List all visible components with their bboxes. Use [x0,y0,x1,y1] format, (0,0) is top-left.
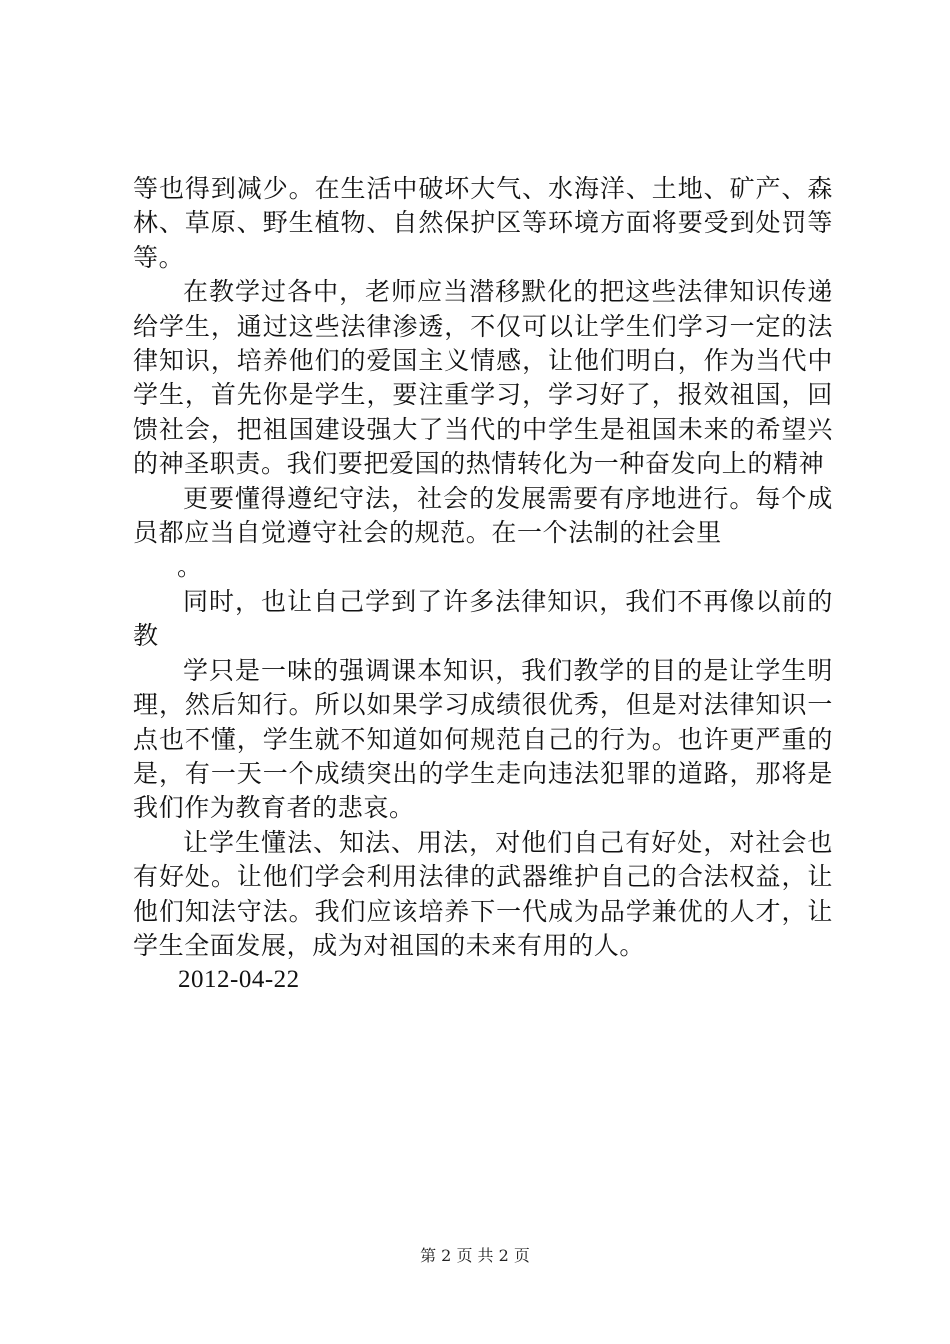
document-body [133,172,833,998]
paragraph-teaching: 在教学过各中，老师应当潜移默化的把这些法律知识传递给学生，通过这些法律渗透，不仅可以让学生们学习一定的法律知识，培养他们的爱国主义情感，让他们明白，作为当代中学生，首先你是学生，要注重学习，学习好了，报效祖国，回馈社会，把祖国建设强大了当代的中学生是祖国未来的希望兴的神圣职责。我们要把爱国的热情转化为一种奋发向上的精神 [133,277,833,479]
paragraph-continuation: 等也得到减少。在生活中破坏大气、水海洋、土地、矿产、森林、草原、野生植物、自然保护区等环境方面将要受到处罚等等。 [133,174,833,272]
paragraph-conclusion: 让学生懂法、知法、用法，对他们自己有好处，对社会也有好处。让他们学会利用法律的武器维护自己的合法权益，让他们知法守法。我们应该培养下一代成为品学兼优的人才，让学生全面发展，成为对祖国的未来有用的人。 [133,827,833,960]
paragraph-period: 。 [177,552,203,582]
page-footer [0,1243,950,1266]
document-date: 2012-04-22 [178,966,300,994]
page-number-label: 第 2 页 共 2 页 [420,1246,530,1265]
paragraph-learned: 同时，也让自己学到了许多法律知识，我们不再像以前的教 [133,586,833,651]
paragraph-education-goal: 学只是一味的强调课本知识，我们教学的目的是让学生明理，然后知行。所以如果学习成绩很优秀，但是对法律知识一点也不懂，学生就不知道如何规范自己的行为。也许更严重的是，有一天一个成绩突出的学生走向违法犯罪的道路，那将是我们作为教育者的悲哀。 [133,655,833,823]
paragraph-law-abiding: 更要懂得遵纪守法，社会的发展需要有序地进行。每个成员都应当自觉遵守社会的规范。在一个法制的社会里 [133,483,833,548]
